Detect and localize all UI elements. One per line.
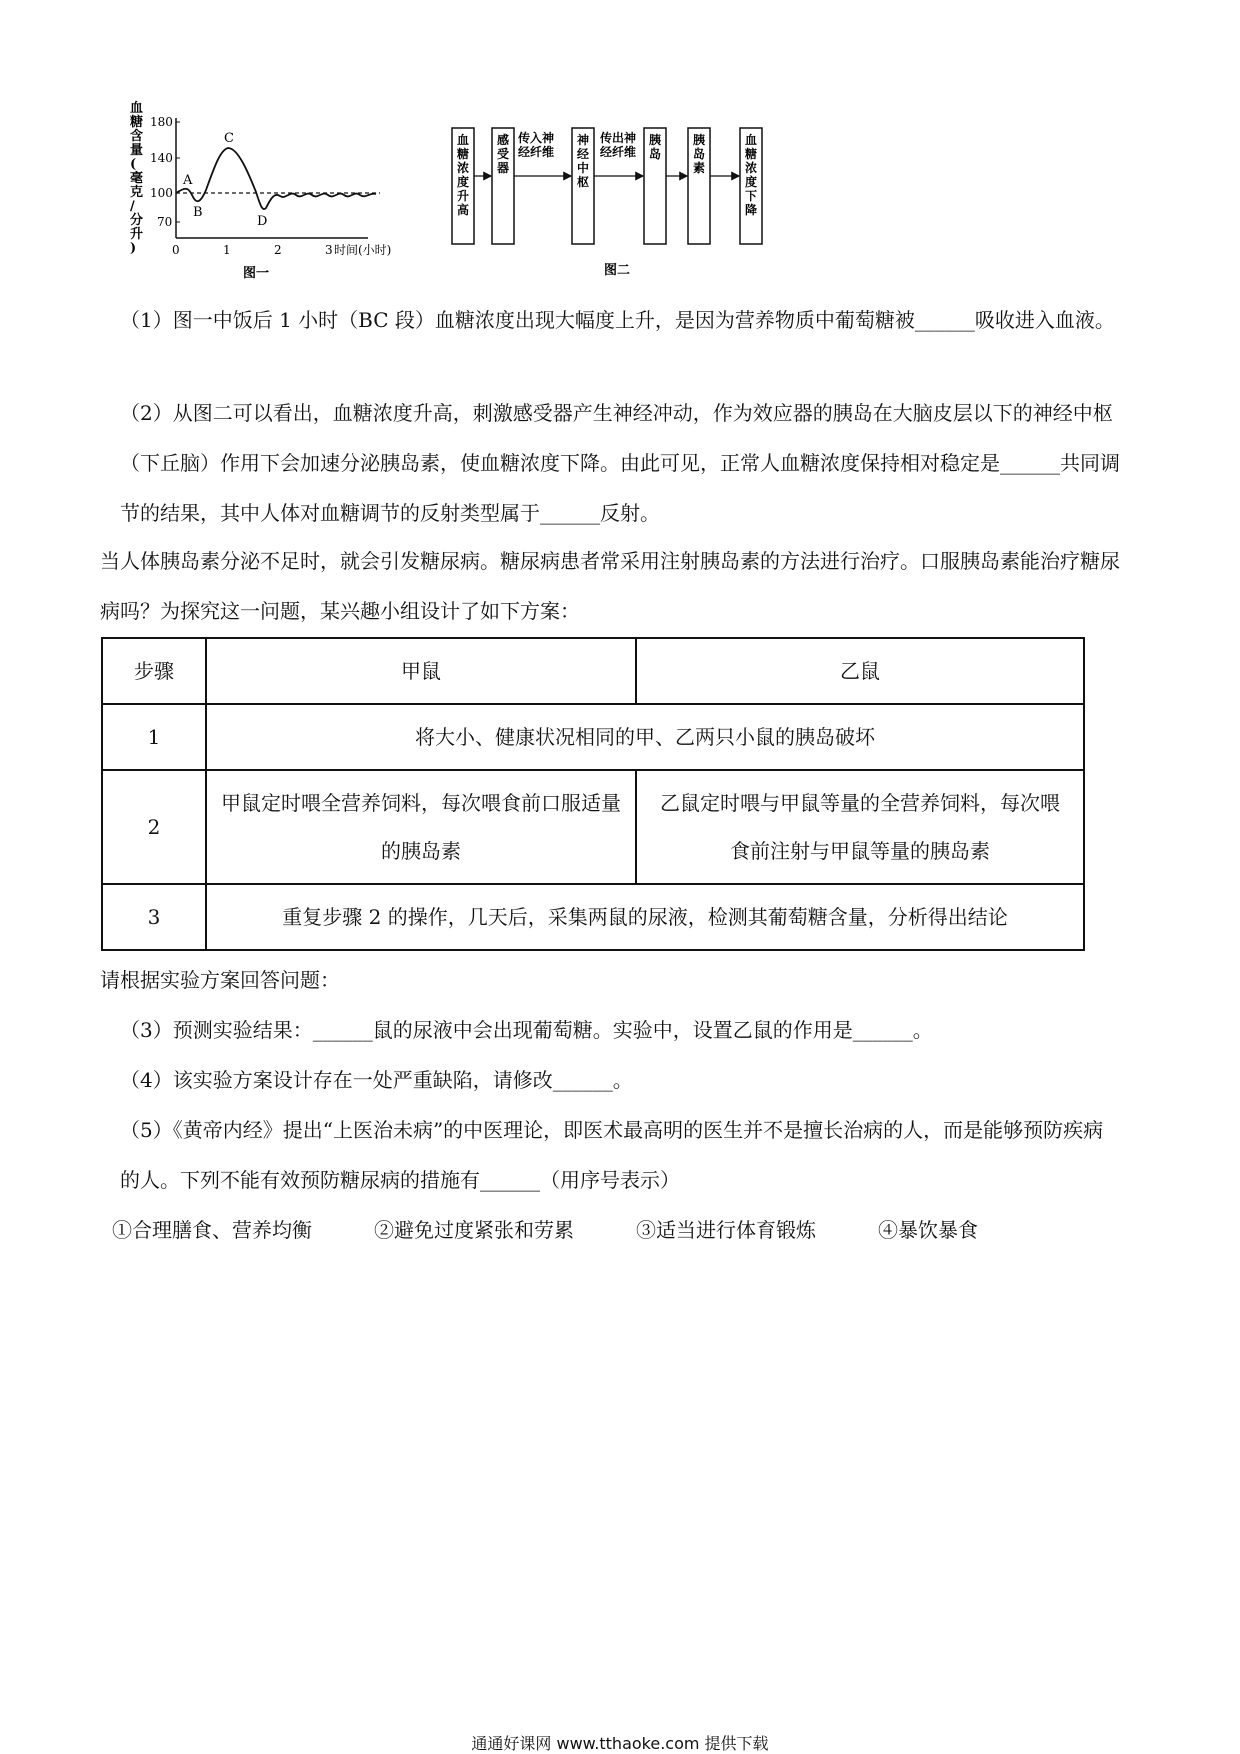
box-insulin	[688, 128, 710, 244]
question-2-text-c: 反射。	[600, 501, 660, 525]
svg-text:血糖浓度下降: 血糖浓度下降	[745, 133, 758, 217]
option-1: ①合理膳食、营养均衡	[112, 1218, 312, 1242]
point-label-a: A	[183, 173, 193, 188]
header-jia: 甲鼠	[206, 638, 636, 704]
x-tick-1: 1	[223, 243, 231, 257]
question-3-text-a: （3）预测实验结果：	[120, 1018, 313, 1042]
step-description: 将大小、健康状况相同的甲、乙两只小鼠的胰岛破坏	[206, 704, 1084, 770]
figure-1-svg	[128, 100, 418, 288]
figure-1-blood-glucose-chart	[128, 100, 418, 288]
question-3-text-c: 。	[912, 1018, 933, 1042]
question-1-text: （1）图一中饭后 1 小时（BC 段）血糖浓度出现大幅度上升，是因为营养物质中葡萄糖被	[120, 308, 915, 332]
option-3: ③适当进行体育锻炼	[636, 1218, 816, 1242]
step-number: 2	[102, 770, 206, 884]
point-label-b: B	[193, 205, 203, 220]
y-axis-title: 血糖含量(毫克/分升)	[130, 101, 144, 256]
answer-prompt-text: 请根据实验方案回答问题：	[100, 968, 340, 992]
question-5-text-a: （5）《黄帝内经》提出“上医治未病”的中医理论，即医术最高明的医生并不是擅长治病的人，而是能够预防疾病的人。下列不能有效预防糖尿病的措施有	[120, 1118, 1104, 1192]
question-1-text-end: 吸收进入血液。	[974, 308, 1115, 332]
y-tick-70: 70	[157, 215, 173, 229]
header-step: 步骤	[102, 638, 206, 704]
box-receptor	[492, 128, 514, 244]
table-row	[102, 704, 1084, 770]
question-3-text-b: 鼠的尿液中会出现葡萄糖。实验中，设置乙鼠的作用是	[372, 1018, 853, 1042]
question-4	[120, 1055, 1120, 1105]
question-5-blank: ______	[480, 1168, 540, 1192]
arrow-label-afferent: 传入神经纤维	[518, 131, 555, 159]
figure-2-caption: 图二	[604, 263, 631, 278]
question-3	[120, 1005, 1120, 1055]
question-2	[120, 388, 1120, 538]
y-tick-180: 180	[150, 115, 173, 129]
yi-procedure: 乙鼠定时喂与甲鼠等量的全营养饲料，每次喂食前注射与甲鼠等量的胰岛素	[636, 770, 1084, 884]
question-3-blank-1: ______	[312, 1018, 373, 1042]
experiment-intro-text: 当人体胰岛素分泌不足时，就会引发糖尿病。糖尿病患者常采用注射胰岛素的方法进行治疗。口服胰岛素能治疗糖尿病吗？为探究这一问题，某兴趣小组设计了如下方案：	[100, 549, 1120, 623]
x-axis-title: 时间(小时)	[334, 243, 392, 257]
question-1	[120, 295, 1120, 345]
table-row	[102, 884, 1084, 950]
option-2: ②避免过度紧张和劳累	[374, 1218, 574, 1242]
page-footer: 通通好课网 www.tthaoke.com 提供下载	[471, 1734, 769, 1753]
header-yi: 乙鼠	[636, 638, 1084, 704]
box-nerve-center	[572, 128, 594, 244]
point-label-c: C	[224, 131, 234, 146]
x-tick-2: 2	[274, 243, 282, 257]
question-4-text-b: 。	[612, 1068, 633, 1092]
arrow-label-efferent: 传出神经纤维	[600, 131, 637, 159]
jia-procedure: 甲鼠定时喂全营养饲料，每次喂食前口服适量的胰岛素	[206, 770, 636, 884]
svg-text:胰岛素: 胰岛素	[693, 133, 706, 175]
options-row	[112, 1205, 1112, 1255]
svg-text:胰岛: 胰岛	[649, 133, 662, 161]
step-number: 1	[102, 704, 206, 770]
box-glucose-rise	[452, 128, 474, 244]
question-1-blank: ______	[914, 308, 975, 332]
question-2-blank-1: ______	[1000, 451, 1060, 475]
question-4-text-a: （4）该实验方案设计存在一处严重缺陷，请修改	[120, 1068, 553, 1092]
table-header-row	[102, 638, 1084, 704]
experiment-plan-table	[101, 637, 1085, 951]
answer-prompt	[100, 955, 1100, 1005]
question-2-blank-2: ______	[540, 501, 600, 525]
table-row	[102, 770, 1084, 884]
step-number: 3	[102, 884, 206, 950]
svg-text:血糖浓度升高: 血糖浓度升高	[457, 133, 470, 217]
question-4-blank: ______	[552, 1068, 613, 1092]
question-3-blank-2: ______	[852, 1018, 913, 1042]
glucose-curve	[176, 148, 376, 209]
question-2-text-b: 共同调节的结果，其中人体对血糖调节的反射类型属于	[120, 451, 1120, 525]
figure-2-svg	[448, 108, 768, 288]
question-2-text-a: （2）从图二可以看出，血糖浓度升高，刺激感受器产生神经冲动，作为效应器的胰岛在大脑皮层以下的神经中枢（下丘脑）作用下会加速分泌胰岛素，使血糖浓度下降。由此可见，正常人血糖浓度保持相对稳定是	[120, 401, 1113, 475]
experiment-intro	[100, 536, 1120, 636]
y-tick-100: 100	[150, 186, 173, 200]
box-glucose-fall	[740, 128, 762, 244]
question-5-text-b: （用序号表示）	[540, 1168, 680, 1192]
option-4: ④暴饮暴食	[878, 1218, 978, 1242]
x-tick-0: 0	[172, 243, 180, 257]
step-description: 重复步骤 2 的操作，几天后，采集两鼠的尿液，检测其葡萄糖含量，分析得出结论	[206, 884, 1084, 950]
y-tick-140: 140	[150, 151, 173, 165]
question-5	[120, 1105, 1120, 1205]
box-islet	[644, 128, 666, 244]
figure-1-caption: 图一	[243, 266, 270, 281]
svg-text:感受器: 感受器	[497, 133, 510, 175]
figure-2-regulation-diagram	[448, 108, 768, 288]
point-label-d: D	[257, 214, 268, 229]
x-tick-3: 3	[325, 243, 333, 257]
svg-text:神经中枢: 神经中枢	[577, 133, 590, 189]
